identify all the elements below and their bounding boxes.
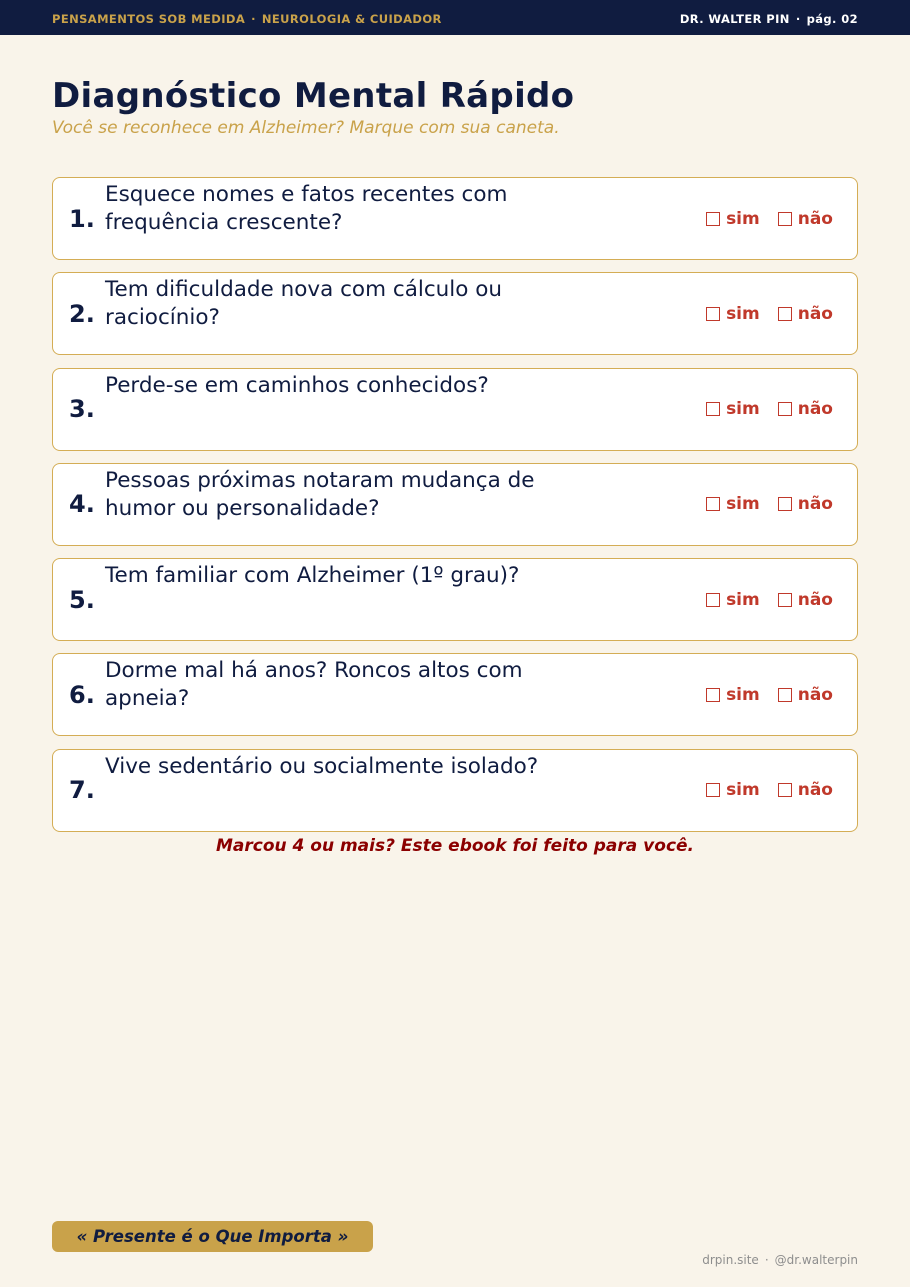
yes-label: sim (726, 780, 760, 801)
footer (702, 1253, 858, 1267)
yes-option[interactable] (706, 590, 760, 610)
yes-option[interactable] (706, 209, 760, 229)
question-text: Vive sedentário ou socialmente isolado? (105, 753, 539, 779)
checkbox-icon[interactable] (706, 402, 720, 416)
no-option[interactable] (778, 399, 833, 419)
checkbox-icon[interactable] (778, 688, 792, 702)
question-number: 2. (69, 299, 95, 328)
question-card (52, 463, 858, 546)
question-text: Esquece nomes e fatos recentes com frequência crescente? (105, 182, 508, 235)
no-option[interactable] (778, 304, 833, 324)
no-label: não (797, 399, 833, 420)
question-number: 1. (69, 204, 95, 233)
no-label: não (797, 589, 833, 610)
question-text: Tem familiar com Alzheimer (1º grau)? (105, 563, 520, 589)
page-title: Diagnóstico Mental Rápido (52, 76, 575, 116)
answer-options (706, 178, 833, 259)
question-card (52, 558, 858, 641)
header-separator: · (251, 12, 256, 26)
no-label: não (797, 780, 833, 801)
checkbox-icon[interactable] (778, 307, 792, 321)
yes-option[interactable] (706, 494, 760, 514)
question-text: Dorme mal há anos? Roncos altos com apneia? (105, 658, 523, 712)
question-card (52, 653, 858, 736)
page-subtitle: Você se reconhece em Alzheimer? Marque com sua caneta. (52, 118, 560, 138)
question-card (52, 368, 858, 451)
yes-label: sim (726, 208, 760, 229)
answer-options (706, 559, 833, 640)
checkbox-icon[interactable] (706, 783, 720, 797)
yes-option[interactable] (706, 399, 760, 419)
no-option[interactable] (778, 494, 833, 514)
question-list (52, 177, 858, 844)
result-note: Marcou 4 ou mais? Este ebook foi feito para você. (215, 836, 695, 856)
footer-separator: · (764, 1253, 769, 1267)
question-card (52, 749, 858, 832)
yes-option[interactable] (706, 685, 760, 705)
answer-options (706, 273, 833, 354)
yes-option[interactable] (706, 780, 760, 800)
answer-options (706, 654, 833, 735)
question-card (52, 177, 858, 260)
tagline-badge: « Presente é o Que Importa » (52, 1221, 373, 1252)
checkbox-icon[interactable] (778, 402, 792, 416)
no-label: não (797, 303, 833, 324)
author-name: DR. WALTER PIN (679, 12, 790, 26)
question-number: 3. (69, 395, 95, 424)
checkbox-icon[interactable] (778, 212, 792, 226)
header-left (52, 12, 442, 26)
yes-label: sim (726, 684, 760, 705)
question-text: Perde-se em caminhos conhecidos? (105, 372, 489, 398)
top-bar (0, 0, 910, 35)
section-name: NEUROLOGIA & CUIDADOR (261, 12, 442, 26)
no-option[interactable] (778, 209, 833, 229)
header-right (680, 12, 858, 26)
answer-options (706, 464, 833, 545)
question-card (52, 272, 858, 355)
no-option[interactable] (778, 780, 833, 800)
no-option[interactable] (778, 685, 833, 705)
answer-options (706, 369, 833, 450)
question-number: 6. (69, 680, 95, 709)
question-number: 4. (69, 490, 95, 519)
page-number: pág. 02 (806, 12, 858, 26)
footer-handle: @dr.walterpin (774, 1253, 858, 1267)
yes-label: sim (726, 303, 760, 324)
yes-option[interactable] (706, 304, 760, 324)
checkbox-icon[interactable] (778, 783, 792, 797)
header-separator: · (795, 12, 801, 26)
footer-site: drpin.site (702, 1253, 759, 1267)
no-option[interactable] (778, 590, 833, 610)
question-text: Pessoas próximas notaram mudança de humor ou personalidade? (105, 467, 535, 521)
checkbox-icon[interactable] (706, 307, 720, 321)
yes-label: sim (726, 494, 760, 515)
question-number: 5. (69, 585, 95, 614)
question-text: Tem dificuldade nova com cálculo ou raciocínio? (105, 277, 503, 331)
no-label: não (797, 684, 833, 705)
checkbox-icon[interactable] (706, 212, 720, 226)
checkbox-icon[interactable] (706, 688, 720, 702)
checkbox-icon[interactable] (706, 593, 720, 607)
answer-options (706, 750, 833, 831)
checkbox-icon[interactable] (778, 497, 792, 511)
yes-label: sim (726, 589, 760, 610)
yes-label: sim (726, 399, 760, 420)
checkbox-icon[interactable] (778, 593, 792, 607)
no-label: não (797, 494, 833, 515)
checkbox-icon[interactable] (706, 497, 720, 511)
no-label: não (797, 208, 833, 229)
question-number: 7. (69, 776, 95, 805)
brand-name: PENSAMENTOS SOB MEDIDA (52, 12, 246, 26)
